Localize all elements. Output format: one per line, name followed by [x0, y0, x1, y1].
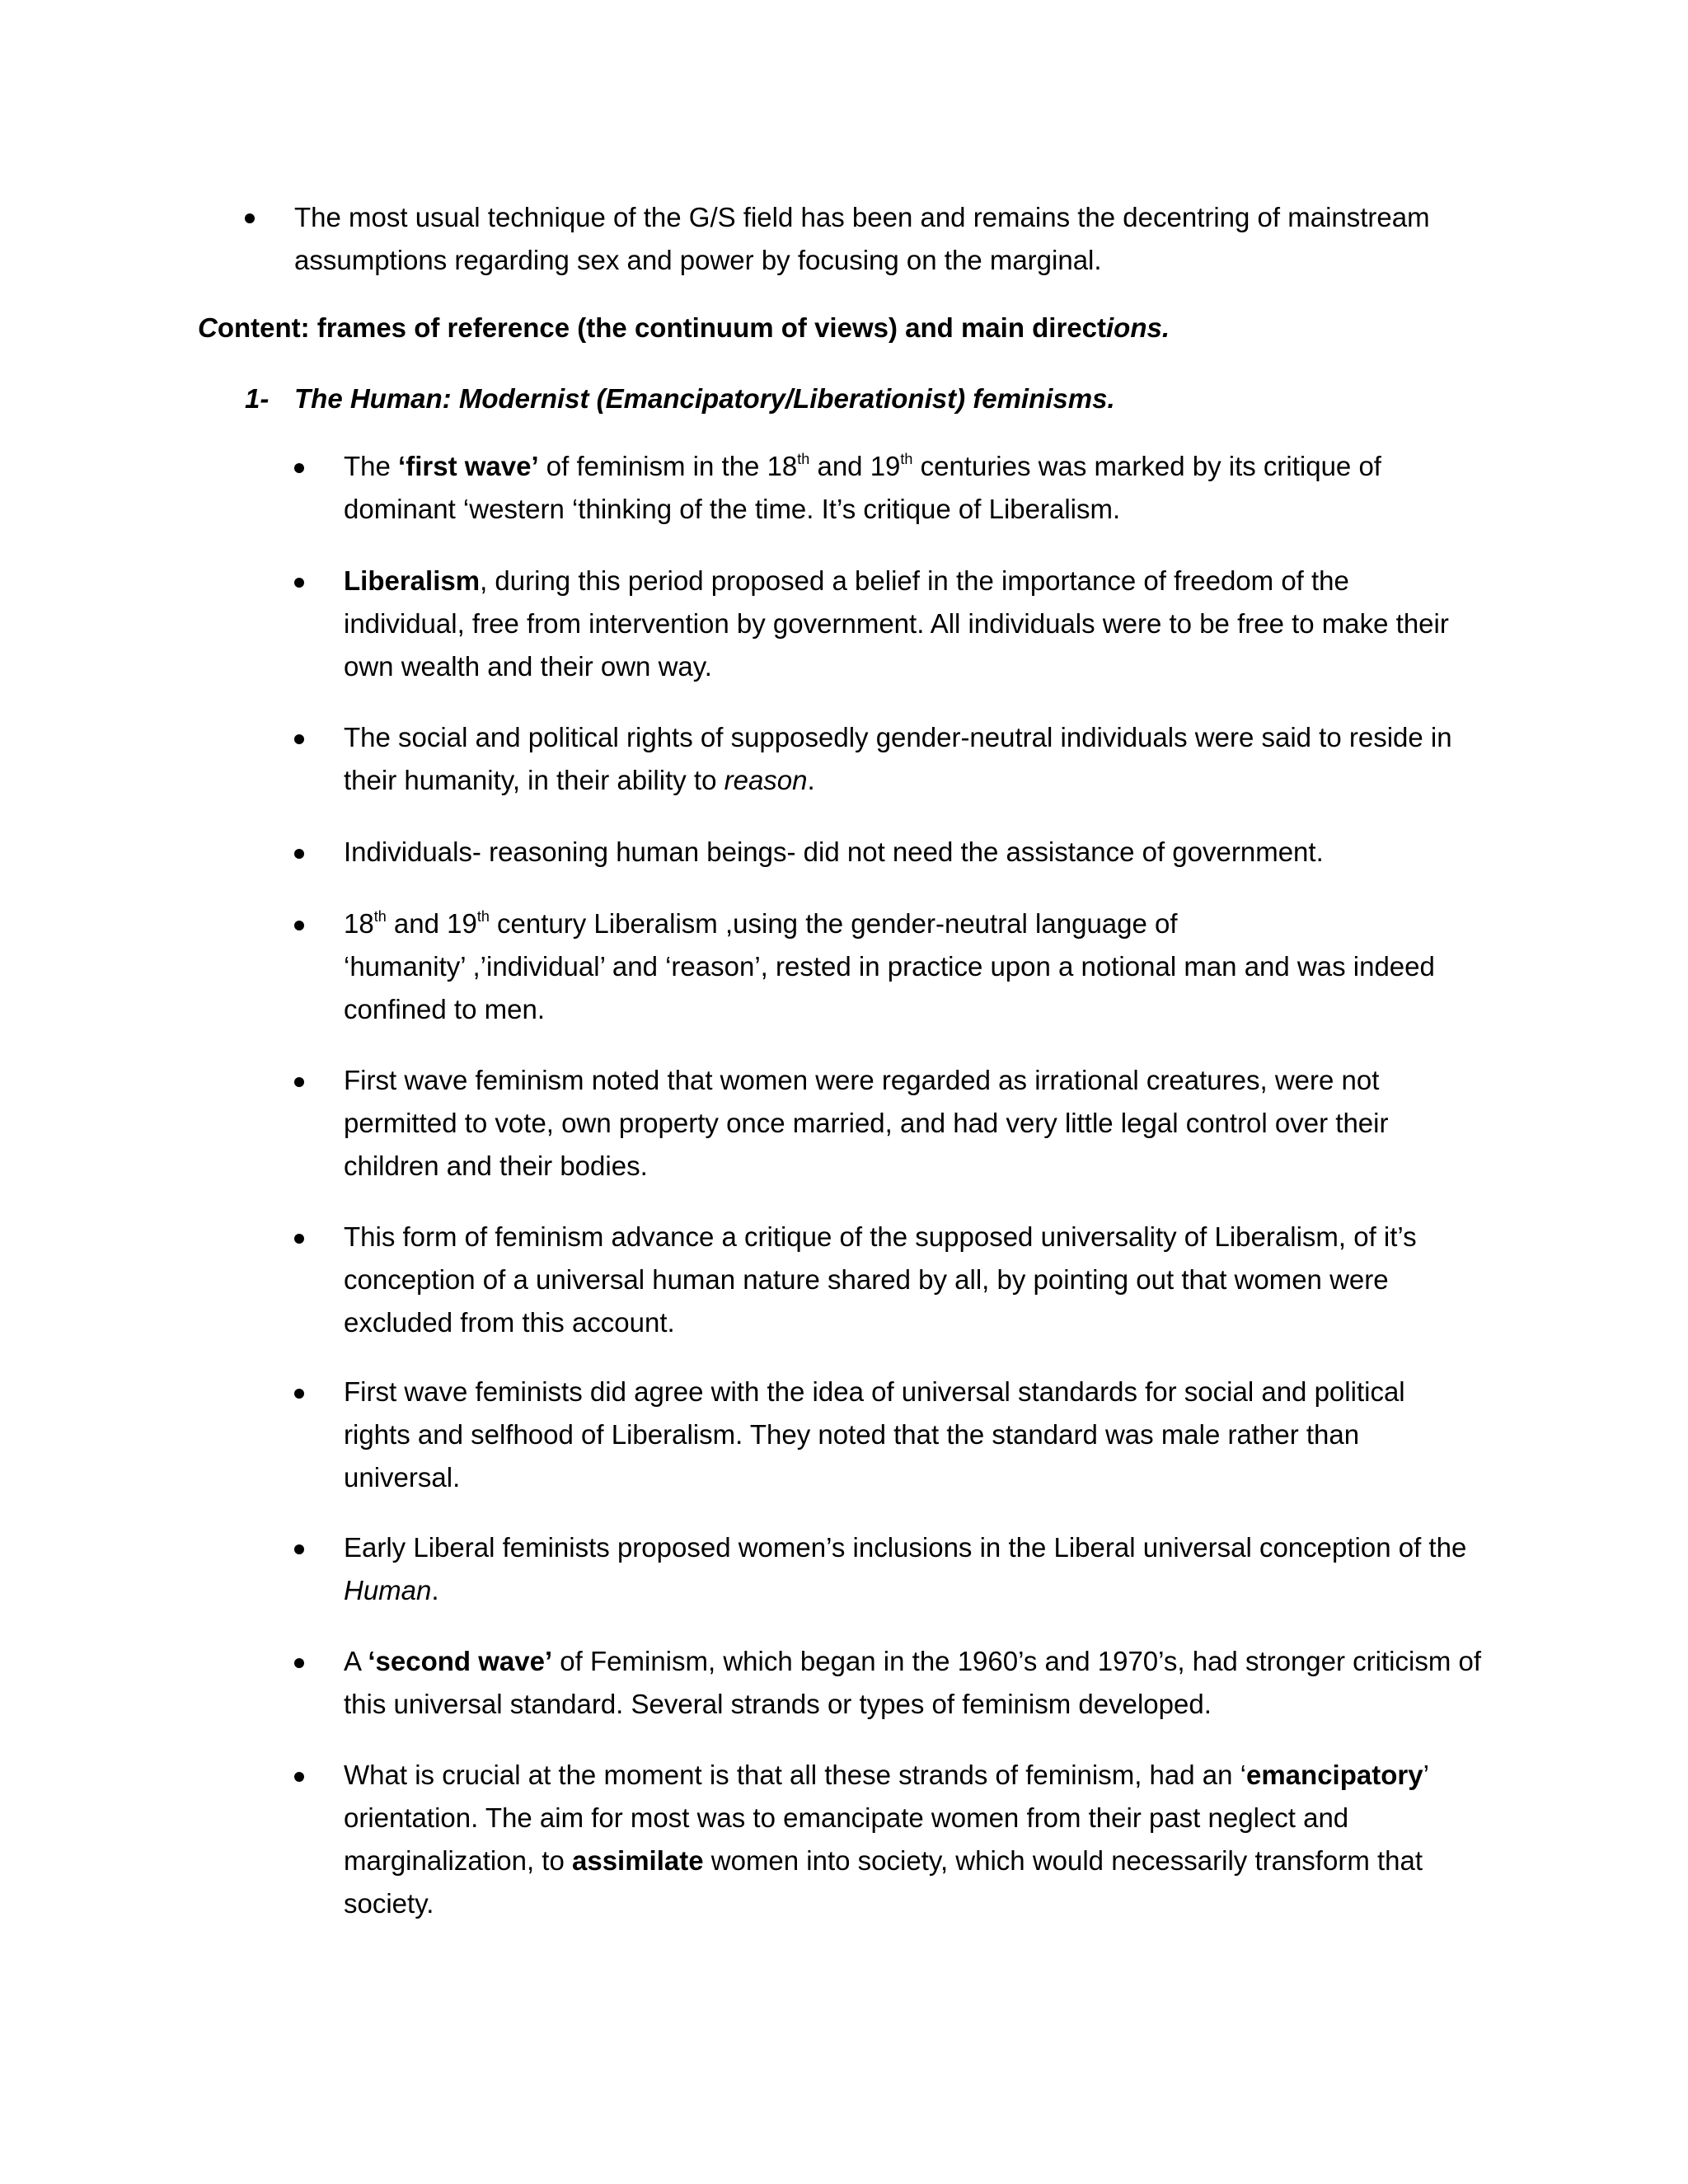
- bold-term: assimilate: [571, 1845, 704, 1876]
- text-run: Early Liberal feminists proposed women’s inclusions in the Liberal universal conception of the: [344, 1532, 1467, 1563]
- section-heading: [198, 307, 1170, 349]
- text-run: The social and political rights of supposedly gender-neutral individuals were said to reside in their humanity, in their ability to: [344, 722, 1452, 795]
- text-run: and 19: [809, 451, 901, 481]
- text-run: The: [344, 451, 399, 481]
- heading-text: ontent: frames of reference (the continuum of views) and main direct: [217, 312, 1107, 343]
- italic-term: reason: [724, 765, 808, 795]
- bold-term: Liberalism: [344, 565, 481, 596]
- text-run: First wave feminism noted that women were regarded as irrational creatures, were not permitted to vote, own property once married, and had very little legal control over their children and their bodies.: [344, 1065, 1389, 1181]
- bullet-text: [344, 1216, 1448, 1344]
- superscript: th: [900, 451, 913, 467]
- text-run: centuries was marked by its critique of dominant ‘western ‘thinking of the time. It’s critique of Liberalism.: [344, 451, 1381, 524]
- superscript: th: [476, 908, 490, 925]
- text-run: What is crucial at the moment is that all these strands of feminism, had an ‘: [344, 1760, 1246, 1790]
- bullet-line: ‘humanity’ ,’individual’ and ‘reason’, rested in practice upon a notional man and was indeed confined to men.: [344, 951, 1435, 1024]
- bold-term: ‘second wave’: [368, 1646, 553, 1676]
- bullet-icon: [245, 213, 255, 223]
- bullet-text: [344, 1059, 1452, 1188]
- bullet-icon: [294, 1234, 304, 1244]
- bullet-icon: [294, 1077, 304, 1087]
- italic-term: Human: [344, 1575, 432, 1605]
- subsection-title: The Human: Modernist (Emancipatory/Liberationist) feminisms.: [294, 383, 1115, 414]
- bold-term: emancipatory: [1245, 1760, 1423, 1790]
- bullet-line: [344, 902, 1498, 945]
- bullet-text: [344, 831, 1506, 874]
- bullet-text-run: The most usual technique of the G/S field has been and remains the decentring of mainstream assumptions regarding sex and power by focusing on the marginal.: [294, 202, 1430, 275]
- text-run: of Feminism, which began in the 1960’s and 1970’s, had stronger criticism of this universal standard. Several strands or types of feminism developed.: [344, 1646, 1482, 1719]
- bullet-icon: [294, 1389, 304, 1399]
- text-run: century Liberalism ,using the gender-neutral language of: [489, 908, 1178, 939]
- bullet-icon: [294, 578, 304, 588]
- superscript: th: [797, 451, 810, 467]
- text-run: of feminism in the 18: [538, 451, 798, 481]
- bullet-text: [344, 1371, 1456, 1499]
- bullet-icon: [294, 734, 304, 744]
- text-run: This form of feminism advance a critique of the supposed universality of Liberalism, of it’s conception of a universal human nature shared by all, by pointing out that women were excluded from this account.: [344, 1221, 1417, 1338]
- bold-term: ‘first wave’: [398, 451, 539, 481]
- bullet-icon: [294, 1544, 304, 1554]
- bullet-text: [344, 445, 1498, 531]
- bullet-icon: [294, 1772, 304, 1782]
- text-run: and 19: [386, 908, 477, 939]
- text-run: 18: [344, 908, 374, 939]
- text-run: .: [807, 765, 815, 795]
- subsection-number: 1-: [245, 383, 270, 414]
- text-run: A: [344, 1646, 368, 1676]
- bullet-text: [344, 716, 1506, 802]
- text-run: ’ orientation. The aim for most was to emancipate women from their past neglect and marginalization, to: [344, 1760, 1428, 1876]
- bullet-text: [344, 560, 1452, 688]
- bullet-icon: [294, 921, 304, 930]
- text-run: .: [431, 1575, 439, 1605]
- bullet-text: [344, 1526, 1498, 1612]
- text-run: First wave feminists did agree with the idea of universal standards for social and political rights and selfhood of Liberalism. They noted that the standard was male rather than universal.: [344, 1376, 1405, 1493]
- bullet-text: [294, 196, 1456, 282]
- bullet-icon: [294, 849, 304, 859]
- bullet-icon: [294, 463, 304, 473]
- text-run: women into society, which would necessarily transform that society.: [344, 1845, 1423, 1919]
- heading-tail: ions.: [1106, 312, 1170, 343]
- bullet-text: [344, 902, 1498, 1031]
- bullet-text: [344, 1754, 1485, 1925]
- heading-initial: C: [198, 312, 218, 343]
- text-run: Individuals- reasoning human beings- did not need the assistance of government.: [344, 837, 1324, 867]
- bullet-text: [344, 1640, 1498, 1726]
- text-run: , during this period proposed a belief in the importance of freedom of the individual, free from intervention by government. All individuals were to be free to make their own wealth and their own way.: [344, 565, 1449, 682]
- bullet-icon: [294, 1658, 304, 1668]
- superscript: th: [373, 908, 387, 925]
